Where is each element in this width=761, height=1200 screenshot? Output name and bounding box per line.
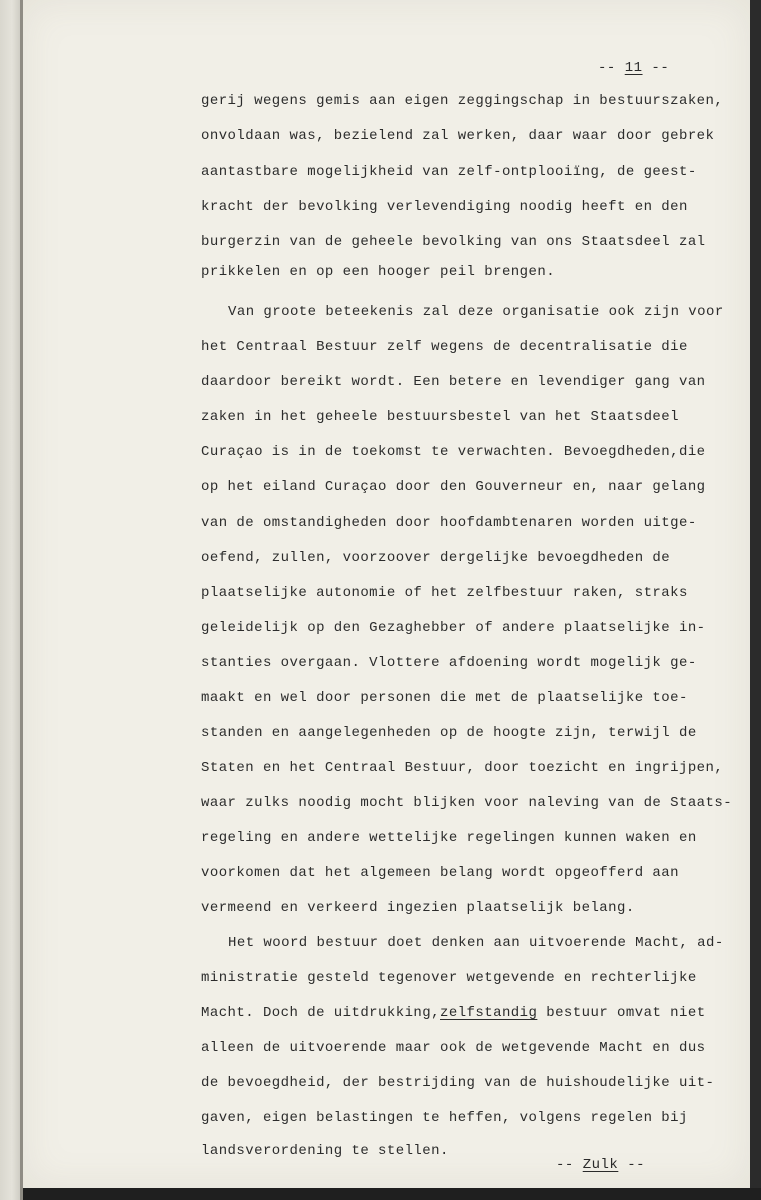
page-number-prefix: -- (598, 60, 625, 76)
scan-right-margin (750, 0, 761, 1200)
scan-bottom-margin (23, 1188, 761, 1200)
text-line: de bevoegdheid, der bestrijding van de huishoudelijke uit- (201, 1075, 715, 1091)
text-line: onvoldaan was, bezielend zal werken, daar waar door gebrek (201, 128, 715, 144)
text-line: Staten en het Centraal Bestuur, door toezicht en ingrijpen, (201, 760, 724, 776)
text-line: ministratie gesteld tegenover wetgevende en rechterlijke (201, 970, 697, 986)
text-line: prikkelen en op een hooger peil brengen. (201, 264, 556, 280)
text-line: kracht der bevolking verlevendiging noodig heeft en den (201, 199, 688, 215)
text-line: van de omstandigheden door hoofdambtenaren worden uitge- (201, 515, 697, 531)
page-number-suffix: -- (642, 60, 670, 76)
text-line-with-underline: Macht. Doch de uitdrukking,zelfstandig bestuur omvat niet (201, 1005, 706, 1021)
text-line: Van groote beteekenis zal deze organisatie ook zijn voor (228, 304, 724, 320)
text-line: oefend, zullen, voorzoover dergelijke bevoegdheden de (201, 550, 671, 566)
text-line: plaatselijke autonomie of het zelfbestuur raken, straks (201, 585, 688, 601)
text-line: burgerzin van de geheele bevolking van ons Staatsdeel zal (201, 234, 706, 250)
text-line: gaven, eigen belastingen te heffen, volgens regelen bij (201, 1110, 688, 1126)
catchword-prefix: -- (556, 1157, 583, 1173)
text-line: standen en aangelegenheden op de hoogte zijn, terwijl de (201, 725, 697, 741)
text-line: gerij wegens gemis aan eigen zeggingschap in bestuurszaken, (201, 93, 724, 109)
text-line: waar zulks noodig mocht blijken voor naleving van de Staats- (201, 795, 733, 811)
text-line: op het eiland Curaçao door den Gouverneur en, naar gelang (201, 479, 706, 495)
page-number (598, 60, 669, 76)
page-number-value: 11 (624, 60, 643, 76)
text-line: zaken in het geheele bestuursbestel van het Staatsdeel (201, 409, 679, 425)
text-line: landsverordening te stellen. (201, 1143, 449, 1159)
catchword-suffix: -- (618, 1157, 646, 1173)
adjacent-page-edge (0, 0, 20, 1200)
text-line: geleidelijk op den Gezaghebber of andere plaatselijke in- (201, 620, 706, 636)
text-line: regeling en andere wettelijke regelingen kunnen waken en (201, 830, 697, 846)
text-line: aantastbare mogelijkheid van zelf-ontplooiïng, de geest- (201, 164, 697, 180)
catchword (556, 1157, 645, 1173)
text-line: het Centraal Bestuur zelf wegens de decentralisatie die (201, 339, 688, 355)
text-line: daardoor bereikt wordt. Een betere en levendiger gang van (201, 374, 706, 390)
text-line: stanties overgaan. Vlottere afdoening wordt mogelijk ge- (201, 655, 697, 671)
text-line: Curaçao is in de toekomst te verwachten. Bevoegdheden,die (201, 444, 706, 460)
text-line: alleen de uitvoerende maar ook de wetgevende Macht en dus (201, 1040, 706, 1056)
text-line: Het woord bestuur doet denken aan uitvoerende Macht, ad- (228, 935, 724, 951)
text-line: maakt en wel door personen die met de plaatselijke toe- (201, 690, 688, 706)
text-line: voorkomen dat het algemeen belang wordt opgeofferd aan (201, 865, 679, 881)
underlined-term: zelfstandig (440, 1005, 538, 1021)
text-line: vermeend en verkeerd ingezien plaatselijk belang. (201, 900, 635, 916)
catchword-value: Zulk (582, 1157, 619, 1173)
